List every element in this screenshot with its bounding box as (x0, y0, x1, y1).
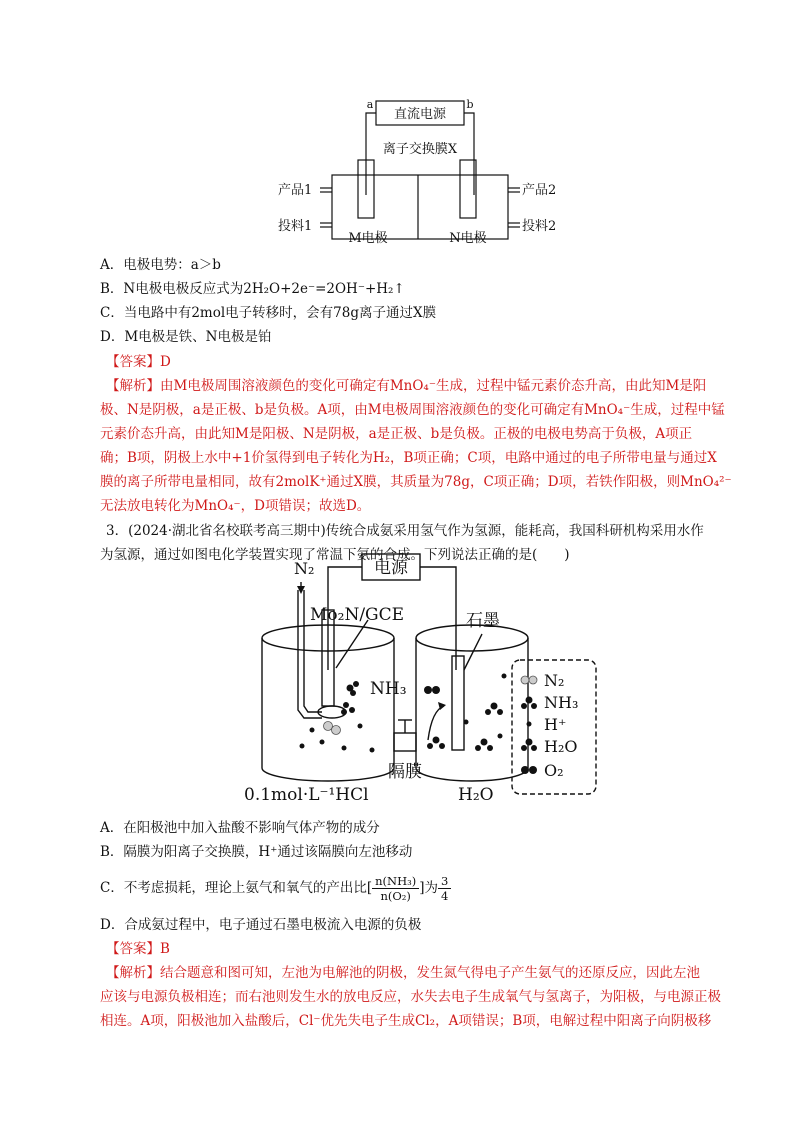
q2-answer-label: 【答案】 (106, 354, 160, 370)
anode-label: 石墨 (466, 611, 500, 631)
right-solution-label: H₂O (458, 785, 494, 805)
q3-analysis-line-0 (106, 963, 700, 983)
q3-fraction-denominator: n(O₂) (380, 889, 411, 903)
product1-label: 产品1 (278, 183, 313, 198)
q2-analysis-text-0: 由M电极周围溶液颜色的变化可确定有MnO₄⁻生成，过程中锰元素价态升高，由此知M是阳 (160, 378, 707, 394)
q2-option-d: D．M电极是铁、N电极是铂 (100, 329, 272, 345)
product2-label: 产品2 (522, 183, 557, 198)
q2-option-c: C．当电路中有2mol电子转移时，会有78g离子通过X膜 (100, 305, 437, 321)
cathode-label: Mo₂N/GCE (310, 605, 405, 625)
membrane-label: 离子交换膜X (382, 142, 458, 157)
q3-answer-value: B (160, 941, 170, 957)
q3-stem-line-0: 3．(2024·湖北省名校联考高三期中)传统合成氨采用氢气作为氢源，能耗高，我国科研机构采用水作 (106, 523, 704, 539)
q3-value-denominator: 4 (440, 889, 449, 903)
q2-option-b: B．N电极电极反应式为2H₂O+2e⁻=2OH⁻+H₂↑ (100, 281, 405, 297)
q3-option-c-prefix: C．不考虑损耗，理论上氨气和氧气的产出比[ (100, 880, 373, 896)
terminal-b: b (466, 98, 474, 111)
q2-answer-value: D (160, 354, 171, 370)
m-electrode-label: M电极 (348, 231, 388, 246)
q2-analysis-line-1: 极、N是阴极，a是正极、b是负极。A项，由M电极周围溶液颜色的变化可确定有MnO₄⁻生成，过程中锰 (100, 402, 725, 418)
electrolysis-diagram-2 (240, 550, 600, 810)
power-label: 直流电源 (393, 107, 447, 122)
legend-h2o: H₂O (544, 737, 578, 756)
q3-option-d: D．合成氨过程中，电子通过石墨电极流入电源的负极 (100, 917, 422, 933)
q3-fraction-numerator: n(NH₃) (372, 874, 419, 889)
q2-analysis-label: 【解析】 (106, 378, 160, 394)
q2-option-a: A．电极电势：a＞b (100, 257, 221, 273)
q2-analysis-line-2: 元素价态升高，由此知M是阳极、N是阴极，a是正极、b是负极。正极的电极电势高于负极，A项正 (100, 426, 693, 442)
q3-answer-label: 【答案】 (106, 941, 160, 957)
q3-analysis-line-1: 应该与电源负极相连；而右池则发生水的放电反应，水失去电子生成氧气与氢离子，为阳极，与电源正极 (100, 989, 721, 1005)
n2-inlet-label: N₂ (294, 559, 315, 578)
nh3-label: NH₃ (370, 679, 407, 699)
feed2-label: 投料2 (522, 219, 557, 234)
q2-answer (106, 352, 171, 372)
q3-answer (106, 939, 170, 959)
q3-analysis-label: 【解析】 (106, 965, 160, 981)
legend-o2: O₂ (544, 761, 564, 780)
q3-option-c (100, 872, 451, 904)
q2-analysis-line-4: 膜的离子所带电量相同，故有2molK⁺通过X膜，其质量为78g，C项正确；D项，若铁作阳极，则MnO₄²⁻ (100, 474, 732, 490)
q3-option-c-value (438, 874, 451, 903)
power-source-label: 电源 (374, 558, 408, 578)
q3-option-c-fraction (372, 874, 419, 903)
n-electrode-label: N电极 (449, 231, 487, 246)
q3-value-numerator: 3 (438, 874, 451, 889)
q2-analysis-line-3: 确；B项，阴极上水中+1价氢得到电子转化为H₂，B项正确；C项，电路中通过的电子所带电量与通过X (100, 450, 717, 466)
q3-option-c-mid: ]为 (419, 880, 438, 896)
terminal-a: a (366, 98, 374, 111)
q3-analysis-line-2: 相连。A项，阳极池加入盐酸后，Cl⁻优先失电子生成Cl₂，A项错误；B项，电解过程中阳离子向阴极移 (100, 1013, 712, 1029)
feed1-label: 投料1 (278, 219, 313, 234)
q3-option-b: B．隔膜为阳离子交换膜，H⁺通过该隔膜向左池移动 (100, 844, 413, 860)
electrolysis-diagram-1 (270, 95, 570, 255)
q2-analysis-line-5: 无法放电转化为MnO₄⁻，D项错误；故选D。 (100, 498, 371, 514)
legend-h-plus: H⁺ (544, 715, 567, 734)
legend-nh3: NH₃ (544, 693, 579, 712)
legend-n2: N₂ (544, 671, 565, 690)
q3-stem-line-1: 为氢源，通过如图电化学装置实现了常温下氨的合成。下列说法正确的是( ) (100, 547, 570, 563)
q2-analysis-line-0 (106, 376, 706, 396)
left-solution-label: 0.1mol·L⁻¹HCl (244, 785, 369, 805)
q3-analysis-text-0: 结合题意和图可知，左池为电解池的阴极，发生氮气得电子产生氨气的还原反应，因此左池 (160, 965, 700, 981)
membrane-label-2: 隔膜 (388, 762, 422, 782)
q3-option-a: A．在阳极池中加入盐酸不影响气体产物的成分 (100, 820, 380, 836)
